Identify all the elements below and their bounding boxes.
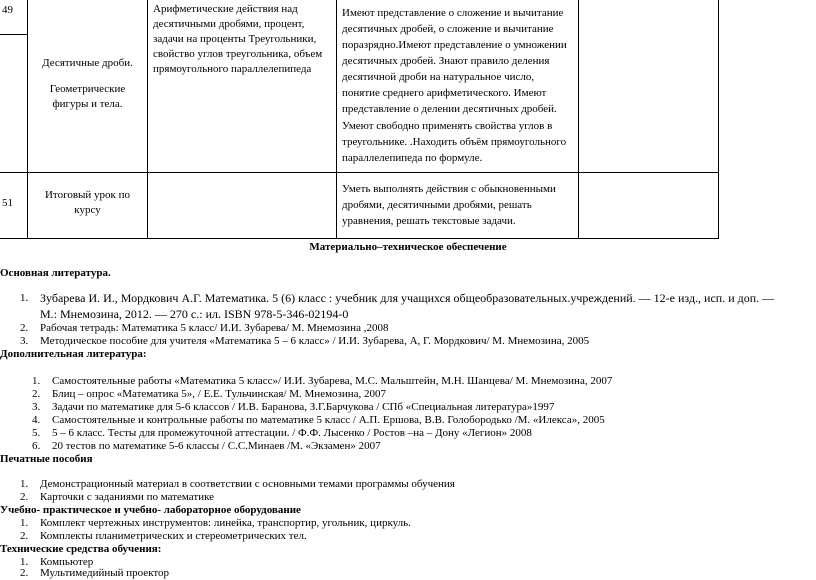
row1-requirements-p2: Умеют свободно применять свойства углов в треугольнике. .Находить объём прямоугольного параллелепипеда по формуле. xyxy=(342,120,567,164)
item-number: 4. xyxy=(32,414,41,426)
item-text: Рабочая тетрадь: Математика 5 класс/ И.И. Зубарева/ М. Мнемозина ,2008 xyxy=(40,322,389,334)
item-text: Методическое пособие для учителя «Математика 5 – 6 класс» / И.И. Зубарева, А, Г. Мордкович/ М. Мнемозина, 2005 xyxy=(40,335,590,347)
row1-topic-line1: Десятичные дроби. xyxy=(42,57,133,69)
item-number: 2. xyxy=(20,322,29,334)
item-number: 1. xyxy=(20,292,29,304)
item-number: 3. xyxy=(20,335,29,347)
item-number: 1. xyxy=(32,375,41,387)
item-text: 20 тестов по математике 5-6 классы / С.С.Минаев /М. «Экзамен» 2007 xyxy=(52,440,381,452)
row1-content: Арифметические действия над десятичными дробями, процент, задачи на проценты Треугольники, свойство углов треугольника, объем прямоугольного параллелепипеда xyxy=(153,3,323,75)
item-text: Самостоятельные работы «Математика 5 класс»/ И.И. Зубарева, М.С. Мальштейн, М.Н. Шанцева/ М. Мнемозина, 2007 xyxy=(52,375,613,387)
item-text: Комплект чертежных инструментов: линейка, транспортир, угольник, циркуль. xyxy=(40,517,411,529)
item-text: Мультимедийный проектор xyxy=(40,567,170,579)
row2-topic: Итоговый урок по курсу xyxy=(44,189,131,216)
lab-heading: Учебно- практическое и учебно- лабораторное оборудование xyxy=(0,504,301,516)
table-grid-line xyxy=(336,0,337,239)
item-number: 1. xyxy=(20,517,29,529)
main-lit-heading: Основная литература. xyxy=(0,267,111,279)
item-number: 2. xyxy=(32,388,41,400)
row1-topic-line2: Геометрические фигуры и тела. xyxy=(49,83,126,110)
table-grid-line xyxy=(147,0,148,239)
item-number: 6. xyxy=(32,440,41,452)
extra-lit-heading: Дополнительная литература: xyxy=(0,348,147,360)
table-grid-line xyxy=(578,0,579,239)
table-grid-line xyxy=(0,172,719,173)
item-text: Карточки с заданиями по математике xyxy=(40,491,215,503)
table-grid-line xyxy=(718,0,719,239)
item-number: 3. xyxy=(32,401,41,413)
table-grid-line xyxy=(27,0,28,239)
item-text: Комплекты планиметрических и стереометрических тел. xyxy=(40,530,307,542)
item-text: Блиц – опрос «Математика 5», / Е.Е. Тульчинская/ М. Мнемозина, 2007 xyxy=(52,388,387,400)
item-number: 5. xyxy=(32,427,41,439)
row2-number: 51 xyxy=(2,197,13,209)
item-text: Компьютер xyxy=(40,556,94,568)
table-grid-line xyxy=(0,238,719,239)
item-text: Зубарева И. И., Мордкович А.Г. Математика. 5 (6) класс : учебник для учащихся общеобразовательных.учреждений. — 12-е изд., исп. и доп. — xyxy=(40,291,775,305)
item-number: 2. xyxy=(20,567,29,579)
table-grid-line xyxy=(0,34,28,35)
section-title: Материально–техническое обеспечение xyxy=(309,241,507,253)
item-number: 1. xyxy=(20,478,29,490)
item-number: 1. xyxy=(20,556,29,568)
item-text: Самостоятельные и контрольные работы по математике 5 класс / А.П. Ершова, В.В. Голобородько /М. «Илекса», 2005 xyxy=(52,414,605,426)
row2-requirements: Уметь выполнять действия с обыкновенными дробями, десятичными дробями, решать уравнения, решать текстовые задачи. xyxy=(342,183,556,227)
item-number: 2. xyxy=(20,530,29,542)
item-text: Задачи по математике для 5-6 классов / И.В. Баранова, З.Г.Барчукова / СПб «Специальная литература»1997 xyxy=(52,401,555,413)
row1-number: 49 xyxy=(2,4,13,16)
item-text: Демонстрационный материал в соответствии с основными темами программы обучения xyxy=(40,478,455,490)
row1-requirements-p1: Имеют представление о сложение и вычитание десятичных дробей, о сложение и вычитание поразрядно.Имеют представление о умножении десятичных дробей. Знают правило деления десятичной дроби на натуральное число, понятие среднего арифметического. Имеют представление о делении десятичных дробей. xyxy=(342,7,567,115)
item-text: 5 – 6 класс. Тесты для промежуточной аттестации. / Ф.Ф. Лысенко / Ростов –на – Дону «Легион» 2008 xyxy=(52,427,532,439)
printed-heading: Печатные пособия xyxy=(0,453,93,465)
item-text: М.: Мнемозина, 2012. — 270 с.: ил. ISBN 978-5-346-02194-0 xyxy=(40,307,349,321)
tech-heading: Технические средства обучения: xyxy=(0,543,162,555)
item-number: 2. xyxy=(20,491,29,503)
